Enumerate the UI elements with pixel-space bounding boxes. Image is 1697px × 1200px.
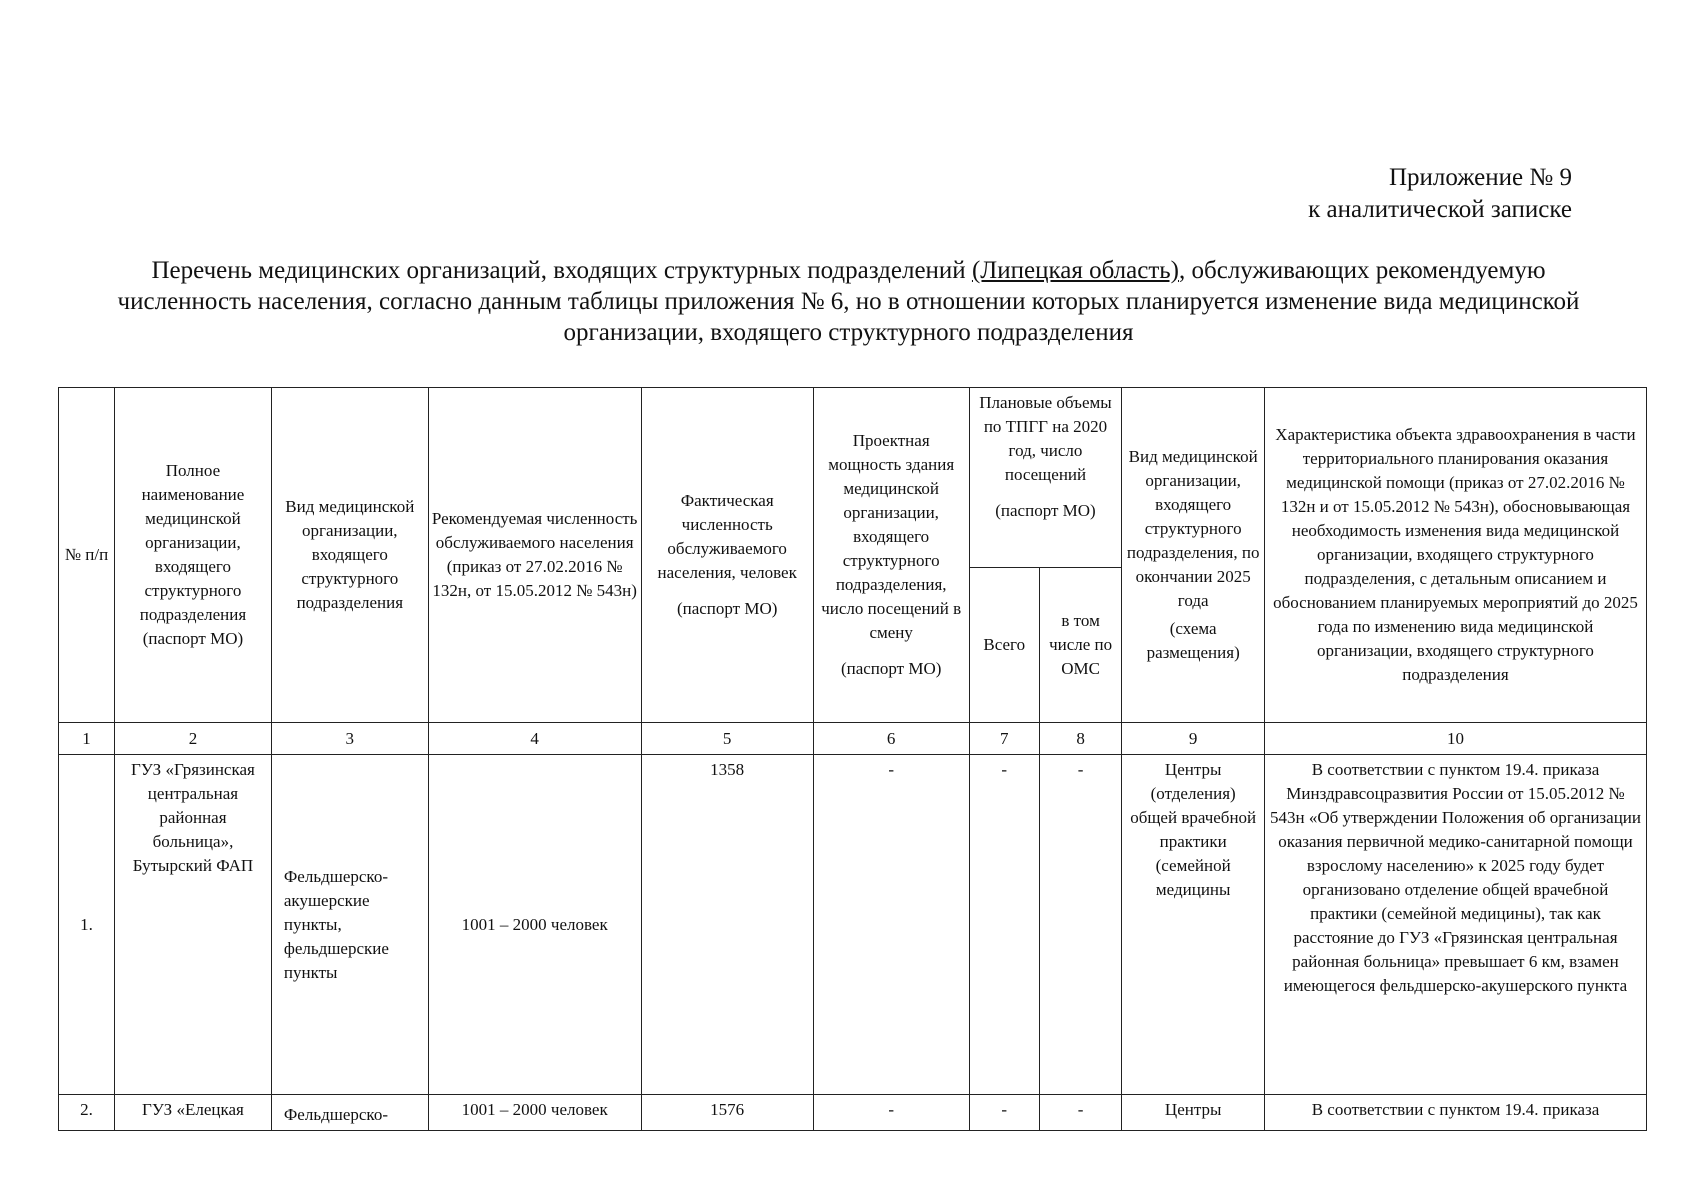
row-type: Фельдшерско-акушерские пункты, фельдшерские пункты [271, 755, 428, 1095]
column-number: 7 [969, 723, 1039, 755]
appendix-header [1308, 162, 1572, 226]
column-number: 3 [271, 723, 428, 755]
row-actual: 1576 [641, 1095, 813, 1131]
header-actual-text: Фактическая численность обслуживаемого населения, человек [657, 491, 797, 582]
table-row [59, 1095, 1647, 1131]
table-row [59, 755, 1647, 1095]
row-new-type: Центры [1122, 1095, 1265, 1131]
header-new-type [1122, 388, 1265, 723]
row-type: Фельдшерско- [271, 1095, 428, 1131]
header-total: Всего [969, 568, 1039, 723]
column-number: 5 [641, 723, 813, 755]
header-org-type: Вид медицинской организации, входящего структурного подразделения [271, 388, 428, 723]
row-recommended: 1001 – 2000 человек [428, 755, 641, 1095]
row-capacity: - [813, 1095, 969, 1131]
row-num: 1. [59, 755, 115, 1095]
header-row [59, 388, 1647, 568]
header-capacity [813, 388, 969, 723]
row-oms: - [1039, 1095, 1122, 1131]
header-description: Характеристика объекта здравоохранения в части территориального планирования оказания медицинской помощи (приказ от 27.02.2016 № 132н и от 15.05.2012 № 543н), обосновывающая необходимость изменения вида медицинской организации, входящего структурного подразделения, с детальным описанием и обоснованием планируемых мероприятий до 2025 года по изменению вида медицинской организации, входящего структурного подразделения [1264, 388, 1646, 723]
row-total: - [969, 755, 1039, 1095]
column-number: 1 [59, 723, 115, 755]
header-org-name: Полное наименование медицинской организации, входящего структурного подразделения (паспорт МО) [115, 388, 272, 723]
row-org: ГУЗ «Елецкая [115, 1095, 272, 1131]
column-number: 4 [428, 723, 641, 755]
appendix-subtitle: к аналитической записке [1308, 196, 1572, 223]
column-numbers-row [59, 723, 1647, 755]
title-part2: , обслуживающих рекомендуемую численность населения, согласно данным таблицы приложения № 6, но в отношении которых планируется изменение вида медицинской организации, входящего структурного подразделения [117, 257, 1580, 346]
header-actual [641, 388, 813, 723]
row-description: В соответствии с пунктом 19.4. приказа [1264, 1095, 1646, 1131]
header-planned-volumes [969, 388, 1122, 568]
header-planned-text: Плановые объемы по ТПГГ на 2020 год, число посещений [979, 393, 1112, 484]
header-capacity-source: (паспорт МО) [840, 659, 942, 678]
header-new-type-text: Вид медицинской организации, входящего структурного подразделения, по окончании 2025 года [1126, 447, 1260, 610]
column-number: 9 [1122, 723, 1265, 755]
column-number: 8 [1039, 723, 1122, 755]
row-description: В соответствии с пунктом 19.4. приказа Минздравсоцразвития России от 15.05.2012 № 543н «Об утверждении Положения об организации оказания первичной медико-санитарной помощи взрослому населению» к 2025 году будет организовано отделение общей врачебной практики (семейной медицины), так как расстояние до ГУЗ «Грязинская центральная районная больница» превышает 6 км, взамен имеющегося фельдшерско-акушерского пункта [1264, 755, 1646, 1095]
header-capacity-text: Проектная мощность здания медицинской организации, входящего структурного подразделения, число посещений в смену [821, 431, 962, 642]
row-actual: 1358 [641, 755, 813, 1095]
header-recommended: Рекомендуемая численность обслуживаемого населения (приказ от 27.02.2016 № 132н, от 15.05.2012 № 543н) [428, 388, 641, 723]
title-part1: Перечень медицинских организаций, входящих структурных подразделений [151, 257, 972, 284]
row-oms: - [1039, 755, 1122, 1095]
column-number: 6 [813, 723, 969, 755]
header-num: № п/п [59, 388, 115, 723]
row-total: - [969, 1095, 1039, 1131]
row-org: ГУЗ «Грязинская центральная районная больница», Бутырский ФАП [115, 755, 272, 1095]
title-region: (Липецкая область) [971, 257, 1179, 284]
document-title [95, 255, 1602, 348]
header-new-type-source: (схема размещения) [1146, 619, 1240, 662]
row-new-type: Центры (отделения) общей врачебной практики (семейной медицины [1122, 755, 1265, 1095]
header-oms: в том числе по ОМС [1039, 568, 1122, 723]
header-actual-source: (паспорт МО) [676, 599, 778, 618]
column-number: 2 [115, 723, 272, 755]
row-capacity: - [813, 755, 969, 1095]
organizations-table [58, 387, 1647, 1131]
appendix-number: Приложение № 9 [1388, 164, 1572, 191]
header-planned-source: (паспорт МО) [995, 501, 1096, 520]
row-num: 2. [59, 1095, 115, 1131]
column-number: 10 [1264, 723, 1646, 755]
row-recommended: 1001 – 2000 человек [428, 1095, 641, 1131]
